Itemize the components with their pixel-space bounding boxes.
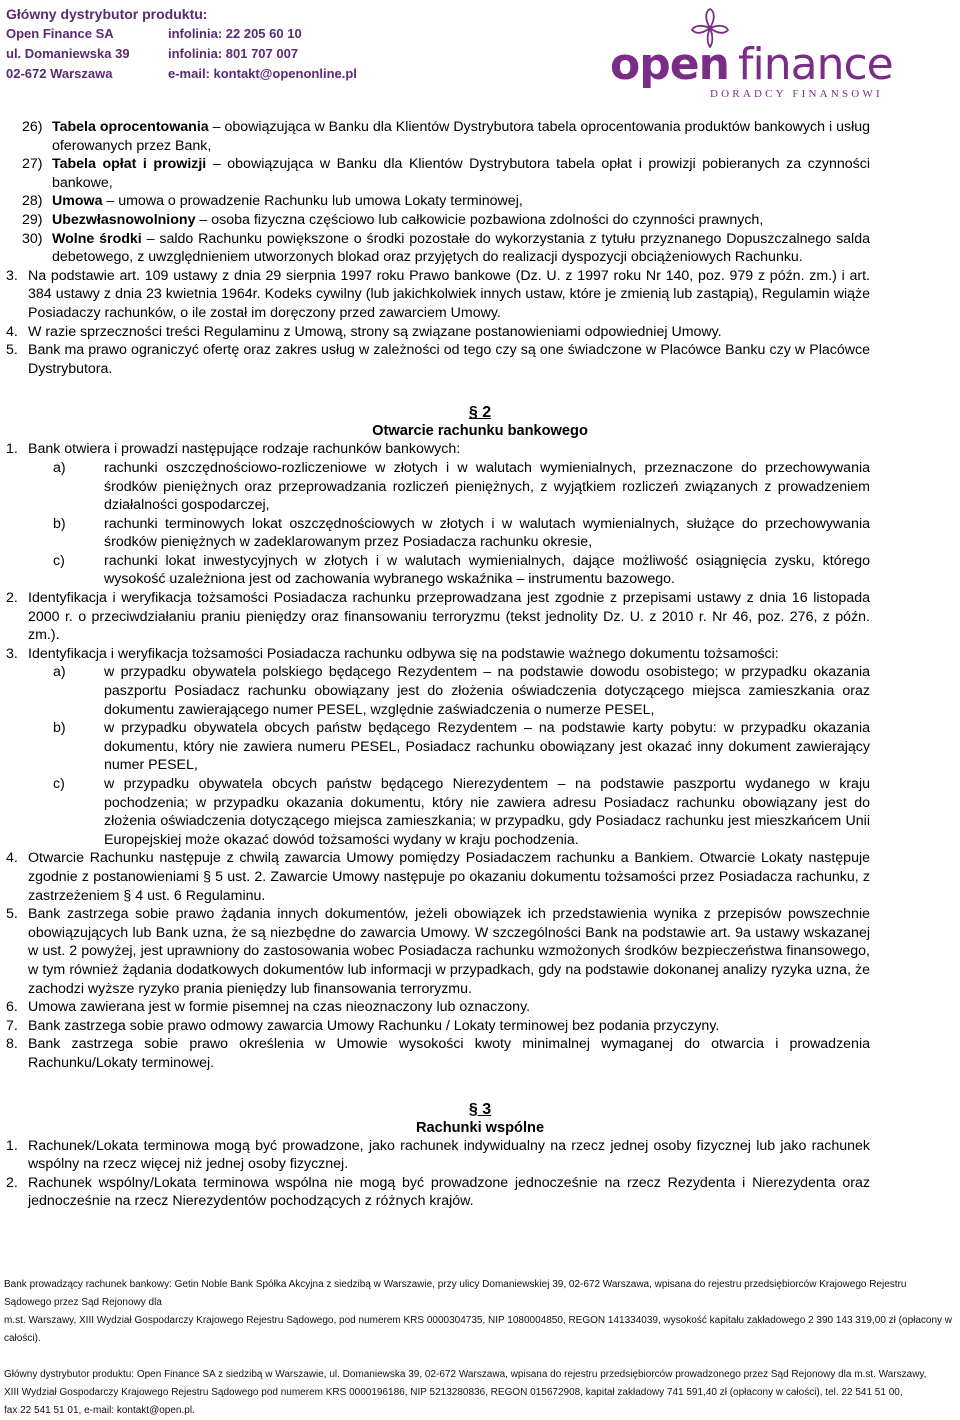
account-type-item-number: b) xyxy=(53,515,66,532)
account-type-item-text: rachunki terminowych lokat oszczędnościowych w złotych i w walutach wymienialnych, służące do przechowywania środków pieniężnych w zadeklarowanym przez Posiadacza rachunku okresie, xyxy=(104,515,870,551)
section-2-point-number: 8. xyxy=(6,1036,18,1053)
section-2-point xyxy=(0,998,960,1017)
section-3-point xyxy=(0,1137,960,1174)
logo-finance-text: finance xyxy=(738,39,893,90)
section-2-remaining-points xyxy=(0,849,960,1072)
section-3-point-number: 2. xyxy=(6,1174,18,1191)
section-2-point-3: 3. Identyfikacja i weryfikacja tożsamości Posiadacza rachunku odbywa się na podstawie ważnego dokumentu tożsamości: xyxy=(6,645,779,662)
logo-open-text: open xyxy=(610,39,729,90)
definitions-list xyxy=(0,118,960,267)
general-provisions-list xyxy=(0,267,960,379)
section-2-point-text: Otwarcie Rachunku następuje z chwilą zawarcia Umowy pomiędzy Posiadaczem rachunku a Bankiem. Otwarcie Lokaty następuje zgodnie z postanowieniami § 5 ust. 2. Zawarcie Umowy następuje po okazaniu dokumentu tożsamości przez Posiadacza rachunku, z zastrzeżeniem § 4 ust. 6 Regulaminu. xyxy=(28,850,870,904)
definition-text xyxy=(52,230,870,267)
section-2-point-2: 2. Identyfikacja i weryfikacja tożsamości Posiadacza rachunku przeprowadzana jest zgodnie z przepisami ustawy z dnia 16 listopada 2000 r. o przeciwdziałaniu praniu pieniędzy oraz finansowaniu terroryzmu (tekst jednolity Dz. U. z 2010 r. Nr 46, poz. 276, z późn. zm.). xyxy=(6,590,870,644)
legal-footer xyxy=(0,1276,960,1420)
section-3-point-number: 1. xyxy=(6,1137,18,1154)
definition-description: – saldo Rachunku powiększone o środki pozostałe do wykorzystania z tytułu przyznanego Dopuszczalnego salda debetowego, z uwzględnieniem utworzonych blokad oraz przyjętych do realizacji dyspozycji obciążeniowych Rachunku. xyxy=(52,230,870,266)
logo-subtitle: DORADCY FINANSOWI xyxy=(710,88,883,100)
section-2-point-number: 7. xyxy=(6,1017,18,1034)
section-2-point-number: 6. xyxy=(6,999,18,1016)
identity-document-item xyxy=(0,663,960,719)
section-2-point-text: Umowa zawierana jest w formie pisemnej na czas nieoznaczony lub oznaczony. xyxy=(28,999,531,1016)
footer-distributor-line-2: XIII Wydział Gospodarczy Krajowego Rejestru Sądowego pod numerem KRS 0000196186, NIP 5213280836, REGON 015672908, kapitał zakładowy 741 591,40 zł (opłacony w całości), tel. 22 541 51 00, xyxy=(4,1387,903,1398)
provision-item-number: 3. xyxy=(6,267,18,284)
definition-term: Tabela opłat i prowizji xyxy=(52,156,207,173)
section-2-symbol: § 2 xyxy=(468,404,492,422)
definition-text xyxy=(52,118,870,155)
definition-description: – umowa o prowadzenie Rachunku lub umowa Lokaty terminowej, xyxy=(102,193,523,210)
account-type-item-text: rachunki lokat inwestycyjnych w złotych i w walutach wymienialnych, dające możliwość osiągnięcia zysku, którego wysokość uzależniona jest od zachowania wybranego wskaźnika – instrumentu bazowego. xyxy=(104,552,870,588)
identity-document-item-number: b) xyxy=(53,720,66,737)
section-2-point xyxy=(0,849,960,905)
account-type-item-text: rachunki oszczędnościowo-rozliczeniowe w złotych i w walutach wymienialnych, przeznaczone do przechowywania środków pieniężnych oraz przeprowadzania rozliczeń pieniężnych, z wyjątkiem rozliczeń związanych z prowadzeniem działalności gospodarczej, xyxy=(104,459,870,514)
section-3-point xyxy=(0,1174,960,1211)
section-2-point-number: 5. xyxy=(6,906,18,923)
distributor-label: Główny dystrybutor produktu: xyxy=(6,6,208,22)
footer-bank-line-1: Bank prowadzący rachunek bankowy: Getin Noble Bank Spółka Akcyjna z siedzibą w Warszawie, przy ulicy Domaniewskiej 39, 02-672 Warszawa, wpisana do rejestru przedsiębiorców Krajowego Rejestru Sądowego przez Sąd Rejonowy dla xyxy=(4,1279,907,1308)
provision-item-number: 4. xyxy=(6,323,18,340)
definition-number: 26) xyxy=(22,119,43,135)
definition-text xyxy=(52,211,870,230)
company-city: 02-672 Warszawa xyxy=(6,66,113,81)
section-3-title: Rachunki wspólne xyxy=(415,1119,545,1136)
company-street: ul. Domaniewska 39 xyxy=(6,46,130,61)
footer-distributor-line-3: fax 22 541 51 01, e-mail: kontakt@open.pl. xyxy=(4,1405,195,1416)
definition-description: – obowiązująca w Banku dla Klientów Dystrybutora tabela oprocentowania produktów bankowych i usług oferowanych przez Bank, xyxy=(52,119,870,154)
infoline-2: infolinia: 801 707 007 xyxy=(168,46,299,61)
definition-term: Tabela oprocentowania xyxy=(52,119,209,135)
identity-document-item-number: a) xyxy=(53,664,66,681)
section-2-point-text: Bank zastrzega sobie prawo określenia w Umowie wysokości kwoty minimalnej wymaganej do otwarcia i prowadzenia Rachunku/Lokaty terminowej. xyxy=(28,1036,870,1071)
definition-number: 29) xyxy=(22,211,43,228)
provision-item-number: 5. xyxy=(6,342,18,359)
distributor-contact-block xyxy=(6,4,357,84)
definition-description: – obowiązująca w Banku dla Klientów Dystrybutora tabela opłat i prowizji pobieranych za czynności bankowe, xyxy=(52,156,870,191)
definition-term: Umowa xyxy=(52,193,103,210)
section-3-point-text: Rachunek wspólny/Lokata terminowa wspólna nie mogą być prowadzone jednocześnie na rzecz Rezydenta i Nierezydenta oraz jednocześnie na rzecz Nierezydentów pochodzących z różnych krajów. xyxy=(28,1174,870,1210)
open-finance-logo xyxy=(610,40,950,100)
definition-number: 28) xyxy=(22,193,43,210)
identity-document-item-text: w przypadku obywatela polskiego będącego Rezydentem – na podstawie dowodu osobistego; w przypadku okazania paszportu Posiadacz rachunku obowiązany jest do złożenia oświadczenia dotyczącego miejsca zamieszkania oraz dokumentu zawierającego numer PESEL, względnie zaświadczenia o numerze PESEL, xyxy=(104,664,870,718)
identity-document-item-text: w przypadku obywatela obcych państw będącego Nierezydentem – na podstawie paszportu wydanego w kraju pochodzenia; w przypadku okazania dokumentu, który nie zawiera adresu Posiadacz rachunku obowiązany jest do złożenia oświadczenia dotyczącego miejsca zamieszkania; w przypadku, gdy Posiadacz rachunku jest mieszkańcem Unii Europejskiej może okazać dowód tożsamości wydany w kraju pochodzenia. xyxy=(104,776,870,848)
infoline-1: infolinia: 22 205 60 10 xyxy=(168,26,302,41)
definition-description: – osoba fizyczna częściowo lub całkowicie pozbawiona zdolności do czynności prawnych, xyxy=(195,211,764,228)
contact-email: e-mail: kontakt@openonline.pl xyxy=(168,66,357,81)
account-type-item-number: a) xyxy=(53,459,66,476)
definition-item xyxy=(0,155,960,192)
provision-item-text: Bank ma prawo ograniczyć ofertę oraz zakres usług w zależności od tego czy są one świadczone w Placówce Banku czy w Placówce Dystrybutora. xyxy=(28,342,870,377)
account-type-item xyxy=(0,515,960,552)
provision-item-text: W razie sprzeczności treści Regulaminu z Umową, strony są związane postanowieniami odpowiedniej Umowy. xyxy=(28,323,722,340)
footer-distributor-line-1: Główny dystrybutor produktu: Open Finance SA z siedzibą w Warszawie, ul. Domaniewska 39, 02-672 Warszawa, wpisana do rejestru przedsiębiorców prowadzonego przez Sąd Rejonowy dla m.st. Warszawy, xyxy=(4,1369,927,1380)
section-2-point-text: Bank zastrzega sobie prawo odmowy zawarcia Umowy Rachunku / Lokaty terminowej bez podania przyczyny. xyxy=(28,1017,720,1034)
section-2-point xyxy=(0,1017,960,1036)
section-2-point xyxy=(0,905,960,998)
identity-document-list xyxy=(0,663,960,849)
definition-item xyxy=(0,211,960,230)
identity-document-item-text: w przypadku obywatela obcych państw będącego Rezydentem – na podstawie karty pobytu: w przypadku okazania dokumentu, który nie zawiera numeru PESEL, Posiadacz rachunku obowiązany jest okazać inny dokument zawierający numer PESEL, xyxy=(104,720,870,774)
company-name: Open Finance SA xyxy=(6,26,114,41)
page-header xyxy=(0,0,960,110)
definition-number: 30) xyxy=(22,230,43,247)
definition-item xyxy=(0,230,960,267)
account-type-item-number: c) xyxy=(53,552,65,569)
provision-item xyxy=(0,267,960,323)
document-body xyxy=(0,118,960,1211)
definition-term: Wolne środki xyxy=(52,230,142,247)
account-type-item xyxy=(0,459,960,515)
definition-text xyxy=(52,155,870,192)
section-2-point-1: 1. Bank otwiera i prowadzi następujące rodzaje rachunków bankowych: xyxy=(6,441,461,458)
identity-document-item xyxy=(0,775,960,849)
definition-number: 27) xyxy=(22,156,43,173)
section-3-point-text: Rachunek/Lokata terminowa mogą być prowadzone, jako rachunek indywidualny na rzecz jednej osoby fizycznej lub jako rachunek wspólny na rzecz więcej niż jednej osoby fizycznej. xyxy=(28,1137,870,1173)
provision-item-text: Na podstawie art. 109 ustawy z dnia 29 sierpnia 1997 roku Prawo bankowe (Dz. U. z 1997 roku Nr 140, poz. 979 z późn. zm.) i art. 384 ustawy z dnia 23 kwietnia 1964r. Kodeks cywilny (lub jakichkolwiek innych ustaw, które je zmienią lub zastąpią), Regulamin wiąże Posiadaczy rachunków, o ile został im doręczony przed zawarciem Umowy. xyxy=(28,267,870,321)
account-type-item xyxy=(0,552,960,589)
definition-text xyxy=(52,192,870,211)
definition-item xyxy=(0,192,960,211)
section-2-point-text: Bank zastrzega sobie prawo żądania innych dokumentów, jeżeli obowiązek ich przedstawienia wynika z przepisów powszechnie obowiązujących lub Bank uzna, że są niezbędne do zawarcia Umowy. W szczególności Bank na podstawie art. 9a ustawy wskazanej w ust. 2 powyżej, jest uprawniony do zastosowania wobec Posiadacza rachunku wzmożonych środków bezpieczeństwa finansowego, w tym również żądania dodatkowych dokumentów lub informacji w przypadkach, gdy na podstawie dokonanej analizy ryzyka uzna, że zachodzi wyższe ryzyko prania pieniędzy lub finansowania terroryzmu. xyxy=(28,906,870,997)
account-types-list xyxy=(0,459,960,589)
identity-document-item xyxy=(0,719,960,775)
footer-bank-line-2: m.st. Warszawy, XIII Wydział Gospodarczy Krajowego Rejestru Sądowego, pod numerem KRS 0000304735, NIP 1080004850, REGON 141334039, wysokość kapitału zakładowego 2 390 143 319,00 zł (opłacony w całości). xyxy=(4,1315,953,1344)
definition-term: Ubezwłasnowolniony xyxy=(52,211,196,228)
section-2-title: Otwarcie rachunku bankowego xyxy=(372,423,588,440)
identity-document-item-number: c) xyxy=(53,776,65,792)
definition-item xyxy=(0,118,960,155)
section-2-point-number: 4. xyxy=(6,850,18,867)
provision-item xyxy=(0,323,960,342)
provision-item xyxy=(0,341,960,378)
section-3-symbol: § 3 xyxy=(468,1100,492,1118)
section-3-points xyxy=(0,1137,960,1211)
section-2-point xyxy=(0,1035,960,1072)
